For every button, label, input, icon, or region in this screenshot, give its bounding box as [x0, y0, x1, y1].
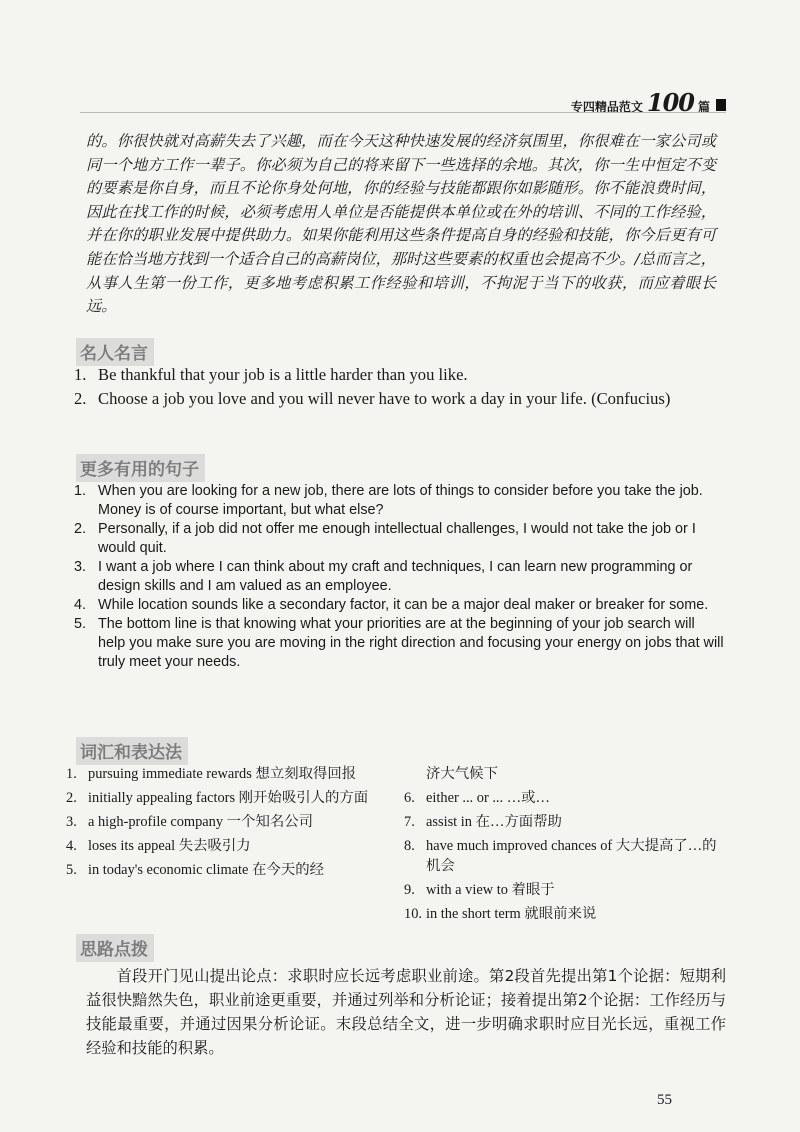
- section-title-tips: 思路点拨: [76, 934, 154, 962]
- item-text: have much improved chances of 大大提高了…的机会: [426, 838, 717, 874]
- item-text: I want a job where I can think about my craft and techniques, I can learn new programming or design skills and I am valued as an employee.: [98, 559, 693, 594]
- list-item: [74, 482, 724, 520]
- item-number: 3.: [74, 559, 87, 575]
- vocab-item: [66, 812, 386, 832]
- vocab-item: [66, 836, 386, 856]
- item-number: 1.: [74, 483, 87, 499]
- list-item: [74, 558, 724, 596]
- header-square-icon: [716, 99, 726, 111]
- item-text: pursuing immediate rewards 想立刻取得回报: [88, 766, 357, 782]
- item-number: 5.: [66, 862, 77, 878]
- quotes-list: [74, 364, 724, 412]
- section-title-vocabulary: 词汇和表达法: [76, 737, 188, 765]
- item-number: 2.: [74, 389, 87, 408]
- item-text: Choose a job you love and you will never have to work a day in your life. (Confucius): [98, 389, 671, 408]
- item-text: initially appealing factors 刚开始吸引人的方面: [88, 790, 369, 806]
- item-number: 3.: [66, 814, 77, 830]
- item-text: Personally, if a job did not offer me enough intellectual challenges, I would not take the job or I would quit.: [98, 521, 696, 556]
- item-number: 4.: [66, 838, 77, 854]
- item-text: a high-profile company 一个知名公司: [88, 814, 314, 830]
- intro-paragraph: 的。你很快就对高薪失去了兴趣，而在今天这种快速发展的经济氛围里，你很难在一家公司或同一个地方工作一辈子。你必须为自己的将来留下一些选择的余地。其次，你一生中恒定不变的要素是你自身，而且不论你身处何地，你的经验与技能都跟你如影随形。你不能浪费时间，因此在找工作的时候，必须考虑用人单位是否能提供本单位或在外的培训、不同的工作经验，并在你的职业发展中提供助力。如果你能利用这些条件提高自身的经验和技能，你今后更有可能在恰当地方找到一个适合自己的高薪岗位，那时这些要素的权重也会提高不少。/总而言之，从事人生第一份工作，更多地考虑积累工作经验和培训，不拘泥于当下的收获，而应着眼长远。: [86, 132, 716, 316]
- vocab-column-left: [66, 764, 386, 884]
- header-series-text: 专四精品范文: [570, 100, 643, 114]
- vocab-column-right: [404, 764, 724, 928]
- list-item: [74, 520, 724, 558]
- item-text: loses its appeal 失去吸引力: [88, 838, 251, 854]
- item-text: When you are looking for a new job, there are lots of things to consider before you take the job. Money is of course important, but what else?: [98, 483, 703, 518]
- vocab-continuation: [404, 764, 724, 784]
- item-number: 2.: [74, 521, 87, 537]
- item-text: in today's economic climate 在今天的经: [88, 862, 324, 878]
- item-number: 2.: [66, 790, 77, 806]
- header-suffix: 篇: [697, 100, 710, 114]
- sentences-list: [74, 482, 724, 672]
- item-text: in the short term 就眼前来说: [426, 906, 597, 922]
- list-item: [74, 388, 724, 409]
- vocab-item: [404, 836, 724, 876]
- item-text: with a view to 着眼于: [426, 882, 555, 898]
- header-number: 100: [646, 88, 694, 117]
- vocab-item: [404, 812, 724, 832]
- list-item: [74, 364, 724, 385]
- header-divider: [80, 112, 726, 113]
- item-text: The bottom line is that knowing what your priorities are at the beginning of your job search will help you make sure you are moving in the right direction and focusing your energy on jobs that will truly meet your needs.: [98, 616, 724, 670]
- item-number: 1.: [74, 365, 87, 384]
- item-text: 济大气候下: [426, 766, 498, 782]
- item-number: 4.: [74, 597, 87, 613]
- vocab-item: [404, 788, 724, 808]
- item-number: 8.: [404, 838, 415, 854]
- page-number: 55: [657, 1092, 672, 1108]
- tips-paragraph: 首段开门见山提出论点：求职时应长远考虑职业前途。第2段首先提出第1个论据：短期利益很快黯然失色，职业前途更重要，并通过列举和分析论证；接着提出第2个论据：工作经历与技能最重要，并通过因果分析论证。末段总结全文，进一步明确求职时应目光长远，重视工作经验和技能的积累。: [86, 967, 726, 1057]
- item-text: Be thankful that your job is a little harder than you like.: [98, 365, 468, 384]
- item-text: either ... or ... …或…: [426, 790, 550, 806]
- item-number: 10.: [404, 906, 422, 922]
- vocab-item: [404, 904, 724, 924]
- item-number: 6.: [404, 790, 415, 806]
- vocab-item: [404, 880, 724, 900]
- item-text: assist in 在…方面帮助: [426, 814, 562, 830]
- list-item: [74, 596, 724, 615]
- item-number: 5.: [74, 616, 87, 632]
- vocab-item: [66, 860, 386, 880]
- item-number: 1.: [66, 766, 77, 782]
- vocab-item: [66, 764, 386, 784]
- section-title-sentences: 更多有用的句子: [76, 454, 205, 482]
- item-number: 7.: [404, 814, 415, 830]
- item-text: While location sounds like a secondary factor, it can be a major deal maker or breaker for some.: [98, 597, 709, 613]
- vocab-item: [66, 788, 386, 808]
- list-item: [74, 615, 724, 672]
- section-title-quotes: 名人名言: [76, 338, 154, 366]
- item-number: 9.: [404, 882, 415, 898]
